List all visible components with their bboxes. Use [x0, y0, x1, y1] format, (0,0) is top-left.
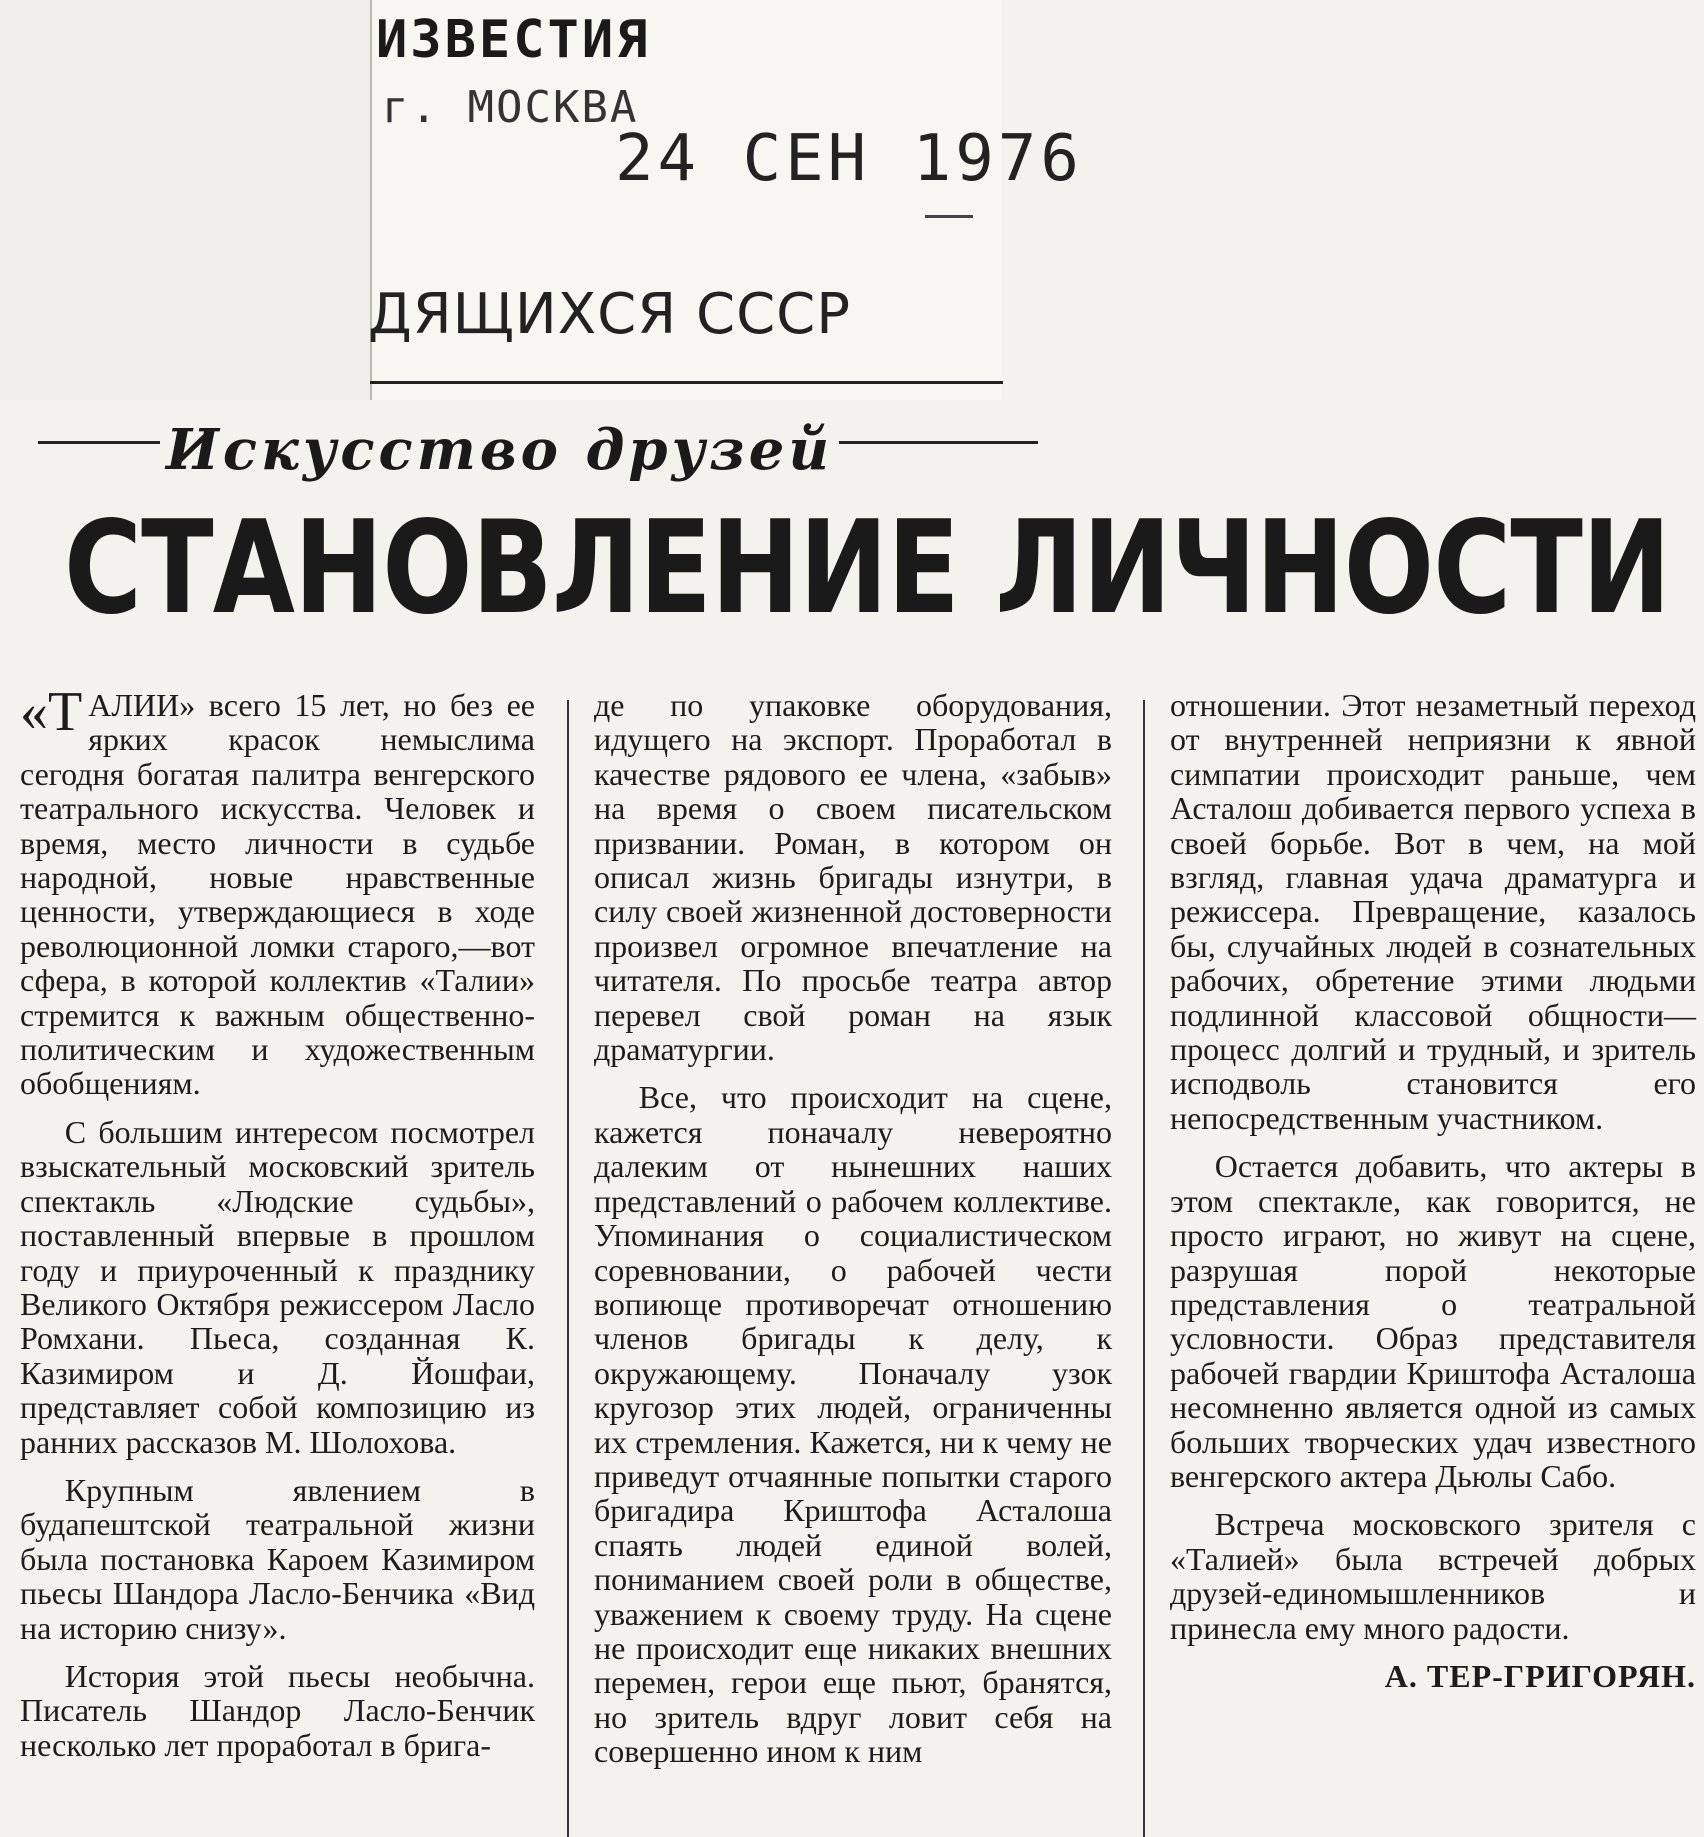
column-divider [1143, 700, 1145, 1837]
column-divider [567, 700, 569, 1837]
drop-cap: «Т [20, 681, 83, 743]
masthead-fragment: ДЯЩИХСЯ СССР [368, 282, 852, 347]
paragraph: Все, что происходит на сцене, кажется поначалу невероятно далеким от нынешних наших представлений о рабочем коллективе. Упоминания о социалистическом соревновании, о рабочей чести вопиюще противоречат отношению членов бригады к делу, к окружающему. Поначалу узок кругозор этих людей, ограниченны их стремления. Кажется, ни к чему не приведут отчаянные попытки старого бригадира Криштофа Асталоша спаять людей единой волей, пониманием своей роли в обществе, уважением к своему труду. На сцене не происходит еще никаких внешних перемен, герои еще пьют, бранятся, но зритель вдруг ловит себя на совершенно ином к ним [594, 1079, 1112, 1770]
paragraph: де по упаковке оборудования, идущего на экспорт. Проработал в качестве рядового ее члена, «забыв» на время о своем писательском призвании. Роман, в котором он описал жизнь бригады изнутри, в силу своей жизненной достоверности произвел огромное впечатление на читателя. По просьбе театра автор перевел свой роман на язык драматургии. [594, 687, 1112, 1068]
article-headline: СТАНОВЛЕНИЕ ЛИЧНОСТИ [64, 494, 1671, 643]
stamp-city: г. МОСКВА [382, 82, 639, 133]
paragraph: С большим интересом посмотрел взыскательный московский зритель спектакль «Людские судьбы», поставленный впервые в прошлом году и приуроченный к празднику Великого Октября режиссером Ласло Ромхани. Пьеса, созданная К. Казимиром и Д. Йошфаи, представляет собой композицию из ранних рассказов М. Шолохова. [20, 1113, 535, 1460]
paragraph: отношении. Этот незаметный переход от внутренней неприязни к явной симпатии происходит раньше, чем Асталош добивается первого успеха в своей борьбе. Вот в чем, на мой взгляд, главная удача драматурга и режиссера. Превращение, казалось бы, случайных людей в сознательных рабочих, обретение этими людьми подлинной классовой общности—процесс долгий и трудный, и зритель исподволь становится его непосредственным участником. [1170, 687, 1696, 1136]
stamp-date: 24 СЕН 1976 [615, 122, 1083, 196]
rubric-title: Искусство друзей [160, 417, 839, 483]
paragraph: «ТАЛИИ» всего 15 лет, но без ее ярких красок немыслима сегодня богатая палитра венгерского театрального искусства. Человек и время, место личности в судьбе народной, новые нравственные ценности, утверждающиеся в ходе революционной ломки старого,—вот сфера, в которой коллектив «Талии» стремится к важным общественно-политическим и художественным обобщениям. [20, 681, 535, 1102]
article-column-2 [594, 688, 1112, 1783]
stamp-dash [925, 215, 973, 218]
paragraph: Встреча московского зрителя с «Талией» была встречей добрых друзей-единомышленников и принесла ему много радости. [1170, 1506, 1696, 1646]
masthead-rule [370, 381, 1003, 384]
stamp-newspaper-name: ИЗВЕСТИЯ [376, 10, 651, 70]
article-column-1 [20, 681, 535, 1776]
paragraph: История этой пьесы необычна. Писатель Шандор Ласло-Бенчик несколько лет проработал в брига- [20, 1657, 535, 1763]
author-signature: А. ТЕР-ГРИГОРЯН. [1384, 1657, 1696, 1694]
paragraph: Крупным явлением в будапештской театральной жизни была постановка Кароем Казимиром пьесы Шандора Ласло-Бенчика «Вид на историю снизу». [20, 1471, 535, 1646]
article-column-3 [1170, 688, 1696, 1693]
paragraph: Остается добавить, что актеры в этом спектакле, как говорится, не просто играют, но живут на сцене, разрушая порой некоторые представления о театральной условности. Образ представителя рабочей гвардии Криштофа Асталоша несомненно является одной из самых больших творческих удач известного венгерского актера Дьюлы Сабо. [1170, 1148, 1696, 1494]
left-margin-paper [0, 0, 370, 400]
